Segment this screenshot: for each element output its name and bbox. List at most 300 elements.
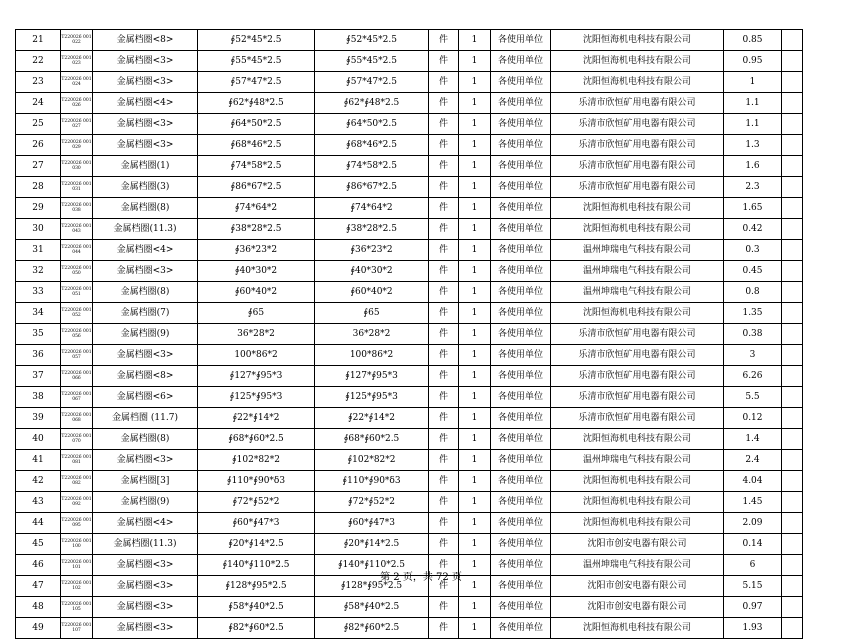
unit-price-cell: 1.1 bbox=[724, 93, 782, 114]
material-code-cell: T220026 001029 bbox=[61, 135, 93, 156]
specification-cell: ∮140*∮110*2.5 bbox=[198, 555, 315, 576]
using-department-cell: 各使用单位 bbox=[491, 261, 551, 282]
material-code-cell: T220026 001092 bbox=[61, 492, 93, 513]
material-name-cell: 金属档圈<4> bbox=[93, 240, 198, 261]
unit-cell: 件 bbox=[429, 51, 459, 72]
material-name-cell: 金属档圈(8) bbox=[93, 429, 198, 450]
row-number-cell: 40 bbox=[16, 429, 61, 450]
remark-cell bbox=[782, 303, 803, 324]
remark-cell bbox=[782, 114, 803, 135]
supplier-name-cell: 乐清市欣恒矿用电器有限公司 bbox=[551, 93, 724, 114]
model-number-cell: ∮128*∮95*2.5 bbox=[315, 576, 429, 597]
table-row bbox=[16, 177, 803, 198]
supplier-name-cell: 乐清市欣恒矿用电器有限公司 bbox=[551, 135, 724, 156]
supplier-name-cell: 乐清市欣恒矿用电器有限公司 bbox=[551, 177, 724, 198]
row-number-cell: 47 bbox=[16, 576, 61, 597]
remark-cell bbox=[782, 450, 803, 471]
model-number-cell: ∮52*45*2.5 bbox=[315, 30, 429, 51]
quantity-cell: 1 bbox=[459, 72, 491, 93]
specification-cell: ∮57*47*2.5 bbox=[198, 72, 315, 93]
material-name-cell: 金属档圈<3> bbox=[93, 135, 198, 156]
unit-cell: 件 bbox=[429, 114, 459, 135]
table-row bbox=[16, 198, 803, 219]
unit-price-cell: 2.3 bbox=[724, 177, 782, 198]
specification-cell: ∮60*40*2 bbox=[198, 282, 315, 303]
remark-cell bbox=[782, 198, 803, 219]
table-row bbox=[16, 240, 803, 261]
using-department-cell: 各使用单位 bbox=[491, 492, 551, 513]
remark-cell bbox=[782, 282, 803, 303]
model-number-cell: ∮68*46*2.5 bbox=[315, 135, 429, 156]
specification-cell: ∮40*30*2 bbox=[198, 261, 315, 282]
row-number-cell: 21 bbox=[16, 30, 61, 51]
specification-cell: ∮72*∮52*2 bbox=[198, 492, 315, 513]
table-row bbox=[16, 618, 803, 639]
supplier-name-cell: 沈阳市创安电器有限公司 bbox=[551, 597, 724, 618]
quantity-cell: 1 bbox=[459, 366, 491, 387]
model-number-cell: 100*86*2 bbox=[315, 345, 429, 366]
table-row bbox=[16, 471, 803, 492]
unit-cell: 件 bbox=[429, 324, 459, 345]
model-number-cell: ∮64*50*2.5 bbox=[315, 114, 429, 135]
unit-cell: 件 bbox=[429, 282, 459, 303]
row-number-cell: 46 bbox=[16, 555, 61, 576]
material-name-cell: 金属档圈 (11.7) bbox=[93, 408, 198, 429]
row-number-cell: 43 bbox=[16, 492, 61, 513]
using-department-cell: 各使用单位 bbox=[491, 408, 551, 429]
row-number-cell: 35 bbox=[16, 324, 61, 345]
material-name-cell: 金属档圈<3> bbox=[93, 261, 198, 282]
model-number-cell: ∮57*47*2.5 bbox=[315, 72, 429, 93]
remark-cell bbox=[782, 240, 803, 261]
quantity-cell: 1 bbox=[459, 429, 491, 450]
remark-cell bbox=[782, 51, 803, 72]
row-number-cell: 26 bbox=[16, 135, 61, 156]
supplier-name-cell: 沈阳恒海机电科技有限公司 bbox=[551, 198, 724, 219]
remark-cell bbox=[782, 261, 803, 282]
quantity-cell: 1 bbox=[459, 597, 491, 618]
material-name-cell: 金属档圈[3] bbox=[93, 471, 198, 492]
model-number-cell: ∮74*64*2 bbox=[315, 198, 429, 219]
remark-cell bbox=[782, 177, 803, 198]
table-row bbox=[16, 303, 803, 324]
quantity-cell: 1 bbox=[459, 93, 491, 114]
using-department-cell: 各使用单位 bbox=[491, 93, 551, 114]
material-name-cell: 金属档圈<3> bbox=[93, 51, 198, 72]
specification-cell: 100*86*2 bbox=[198, 345, 315, 366]
remark-cell bbox=[782, 219, 803, 240]
specification-cell: ∮82*∮60*2.5 bbox=[198, 618, 315, 639]
using-department-cell: 各使用单位 bbox=[491, 450, 551, 471]
material-name-cell: 金属档圈<3> bbox=[93, 597, 198, 618]
using-department-cell: 各使用单位 bbox=[491, 345, 551, 366]
material-code-cell: T220026 001026 bbox=[61, 93, 93, 114]
using-department-cell: 各使用单位 bbox=[491, 51, 551, 72]
material-code-cell: T220026 001023 bbox=[61, 51, 93, 72]
material-code-cell: T220026 001066 bbox=[61, 366, 93, 387]
remark-cell bbox=[782, 492, 803, 513]
unit-price-cell: 0.3 bbox=[724, 240, 782, 261]
model-number-cell: ∮125*∮95*3 bbox=[315, 387, 429, 408]
specification-cell: ∮74*64*2 bbox=[198, 198, 315, 219]
unit-price-cell: 1.4 bbox=[724, 429, 782, 450]
quantity-cell: 1 bbox=[459, 261, 491, 282]
unit-price-cell: 2.09 bbox=[724, 513, 782, 534]
table-row bbox=[16, 261, 803, 282]
model-number-cell: ∮40*30*2 bbox=[315, 261, 429, 282]
model-number-cell: ∮86*67*2.5 bbox=[315, 177, 429, 198]
model-number-cell: ∮110*∮90*δ3 bbox=[315, 471, 429, 492]
table-row bbox=[16, 387, 803, 408]
table-body bbox=[16, 30, 803, 639]
material-name-cell: 金属档圈(9) bbox=[93, 492, 198, 513]
unit-cell: 件 bbox=[429, 240, 459, 261]
row-number-cell: 28 bbox=[16, 177, 61, 198]
material-name-cell: 金属档圈(7) bbox=[93, 303, 198, 324]
model-number-cell: ∮82*∮60*2.5 bbox=[315, 618, 429, 639]
quantity-cell: 1 bbox=[459, 156, 491, 177]
remark-cell bbox=[782, 534, 803, 555]
material-name-cell: 金属档圈(11.3) bbox=[93, 534, 198, 555]
supplier-name-cell: 乐清市欣恒矿用电器有限公司 bbox=[551, 156, 724, 177]
quantity-cell: 1 bbox=[459, 618, 491, 639]
specification-cell: ∮60*∮47*3 bbox=[198, 513, 315, 534]
remark-cell bbox=[782, 597, 803, 618]
remark-cell bbox=[782, 72, 803, 93]
table-row bbox=[16, 93, 803, 114]
specification-cell: ∮65 bbox=[198, 303, 315, 324]
quantity-cell: 1 bbox=[459, 345, 491, 366]
material-name-cell: 金属档圈<4> bbox=[93, 93, 198, 114]
quantity-cell: 1 bbox=[459, 51, 491, 72]
table-row bbox=[16, 51, 803, 72]
supplier-name-cell: 温州坤瑞电气科技有限公司 bbox=[551, 261, 724, 282]
material-code-cell: T220026 001038 bbox=[61, 198, 93, 219]
model-number-cell: ∮102*82*2 bbox=[315, 450, 429, 471]
quantity-cell: 1 bbox=[459, 135, 491, 156]
quantity-cell: 1 bbox=[459, 282, 491, 303]
material-code-cell: T220026 001031 bbox=[61, 177, 93, 198]
using-department-cell: 各使用单位 bbox=[491, 387, 551, 408]
model-number-cell: ∮140*∮110*2.5 bbox=[315, 555, 429, 576]
unit-price-cell: 1.93 bbox=[724, 618, 782, 639]
material-code-cell: T220026 001056 bbox=[61, 324, 93, 345]
quantity-cell: 1 bbox=[459, 303, 491, 324]
material-name-cell: 金属档圈<4> bbox=[93, 513, 198, 534]
supplier-name-cell: 沈阳恒海机电科技有限公司 bbox=[551, 51, 724, 72]
remark-cell bbox=[782, 618, 803, 639]
model-number-cell: ∮60*40*2 bbox=[315, 282, 429, 303]
using-department-cell: 各使用单位 bbox=[491, 513, 551, 534]
unit-price-cell: 1.1 bbox=[724, 114, 782, 135]
unit-price-cell: 0.85 bbox=[724, 30, 782, 51]
unit-price-cell: 0.12 bbox=[724, 408, 782, 429]
material-name-cell: 金属档圈<3> bbox=[93, 450, 198, 471]
quantity-cell: 1 bbox=[459, 471, 491, 492]
specification-cell: ∮64*50*2.5 bbox=[198, 114, 315, 135]
table-row bbox=[16, 597, 803, 618]
using-department-cell: 各使用单位 bbox=[491, 156, 551, 177]
unit-cell: 件 bbox=[429, 576, 459, 597]
row-number-cell: 38 bbox=[16, 387, 61, 408]
material-code-cell: T220026 001043 bbox=[61, 219, 93, 240]
unit-price-cell: 5.15 bbox=[724, 576, 782, 597]
unit-cell: 件 bbox=[429, 555, 459, 576]
specification-cell: ∮58*∮40*2.5 bbox=[198, 597, 315, 618]
material-code-cell: T220026 001101 bbox=[61, 555, 93, 576]
table-row bbox=[16, 492, 803, 513]
material-code-cell: T220026 001081 bbox=[61, 450, 93, 471]
remark-cell bbox=[782, 408, 803, 429]
supplier-name-cell: 温州坤瑞电气科技有限公司 bbox=[551, 450, 724, 471]
unit-cell: 件 bbox=[429, 366, 459, 387]
specification-cell: ∮125*∮95*3 bbox=[198, 387, 315, 408]
supplier-name-cell: 乐清市欣恒矿用电器有限公司 bbox=[551, 387, 724, 408]
unit-price-cell: 0.8 bbox=[724, 282, 782, 303]
supplier-name-cell: 温州坤瑞电气科技有限公司 bbox=[551, 282, 724, 303]
specification-cell: ∮36*23*2 bbox=[198, 240, 315, 261]
unit-price-cell: 1.65 bbox=[724, 198, 782, 219]
row-number-cell: 37 bbox=[16, 366, 61, 387]
supplier-name-cell: 沈阳恒海机电科技有限公司 bbox=[551, 471, 724, 492]
material-code-cell: T220026 001068 bbox=[61, 408, 93, 429]
unit-price-cell: 2.4 bbox=[724, 450, 782, 471]
specification-cell: ∮38*28*2.5 bbox=[198, 219, 315, 240]
material-name-cell: 金属档圈<8> bbox=[93, 366, 198, 387]
specification-cell: ∮74*58*2.5 bbox=[198, 156, 315, 177]
unit-cell: 件 bbox=[429, 303, 459, 324]
material-name-cell: 金属档圈<3> bbox=[93, 618, 198, 639]
material-code-cell: T220026 001044 bbox=[61, 240, 93, 261]
unit-price-cell: 6 bbox=[724, 555, 782, 576]
material-code-cell: T220026 001050 bbox=[61, 261, 93, 282]
unit-price-cell: 1 bbox=[724, 72, 782, 93]
using-department-cell: 各使用单位 bbox=[491, 219, 551, 240]
unit-cell: 件 bbox=[429, 450, 459, 471]
unit-price-cell: 4.04 bbox=[724, 471, 782, 492]
using-department-cell: 各使用单位 bbox=[491, 366, 551, 387]
specification-cell: ∮102*82*2 bbox=[198, 450, 315, 471]
supplier-name-cell: 沈阳恒海机电科技有限公司 bbox=[551, 492, 724, 513]
row-number-cell: 44 bbox=[16, 513, 61, 534]
model-number-cell: ∮58*∮40*2.5 bbox=[315, 597, 429, 618]
material-code-cell: T220026 001105 bbox=[61, 597, 93, 618]
quantity-cell: 1 bbox=[459, 387, 491, 408]
unit-cell: 件 bbox=[429, 72, 459, 93]
unit-price-cell: 5.5 bbox=[724, 387, 782, 408]
row-number-cell: 29 bbox=[16, 198, 61, 219]
specification-cell: ∮62*∮48*2.5 bbox=[198, 93, 315, 114]
specification-cell: ∮110*∮90*δ3 bbox=[198, 471, 315, 492]
using-department-cell: 各使用单位 bbox=[491, 429, 551, 450]
row-number-cell: 27 bbox=[16, 156, 61, 177]
unit-price-cell: 0.42 bbox=[724, 219, 782, 240]
unit-cell: 件 bbox=[429, 93, 459, 114]
row-number-cell: 33 bbox=[16, 282, 61, 303]
table-row bbox=[16, 450, 803, 471]
row-number-cell: 24 bbox=[16, 93, 61, 114]
remark-cell bbox=[782, 345, 803, 366]
material-code-cell: T220026 001024 bbox=[61, 72, 93, 93]
unit-price-cell: 0.14 bbox=[724, 534, 782, 555]
quantity-cell: 1 bbox=[459, 576, 491, 597]
table-row bbox=[16, 534, 803, 555]
row-number-cell: 22 bbox=[16, 51, 61, 72]
row-number-cell: 41 bbox=[16, 450, 61, 471]
supplier-name-cell: 沈阳恒海机电科技有限公司 bbox=[551, 72, 724, 93]
model-number-cell: ∮60*∮47*3 bbox=[315, 513, 429, 534]
material-name-cell: 金属档圈<3> bbox=[93, 72, 198, 93]
row-number-cell: 48 bbox=[16, 597, 61, 618]
material-name-cell: 金属档圈(1) bbox=[93, 156, 198, 177]
remark-cell bbox=[782, 471, 803, 492]
model-number-cell: ∮74*58*2.5 bbox=[315, 156, 429, 177]
using-department-cell: 各使用单位 bbox=[491, 30, 551, 51]
unit-cell: 件 bbox=[429, 429, 459, 450]
remark-cell bbox=[782, 387, 803, 408]
supplier-name-cell: 沈阳恒海机电科技有限公司 bbox=[551, 303, 724, 324]
model-number-cell: ∮68*∮60*2.5 bbox=[315, 429, 429, 450]
using-department-cell: 各使用单位 bbox=[491, 177, 551, 198]
specification-cell: ∮86*67*2.5 bbox=[198, 177, 315, 198]
supplier-name-cell: 沈阳恒海机电科技有限公司 bbox=[551, 429, 724, 450]
quantity-cell: 1 bbox=[459, 219, 491, 240]
quantity-cell: 1 bbox=[459, 198, 491, 219]
material-code-cell: T220026 001082 bbox=[61, 471, 93, 492]
quantity-cell: 1 bbox=[459, 177, 491, 198]
row-number-cell: 34 bbox=[16, 303, 61, 324]
quantity-cell: 1 bbox=[459, 408, 491, 429]
specification-cell: 36*28*2 bbox=[198, 324, 315, 345]
quantity-cell: 1 bbox=[459, 534, 491, 555]
material-name-cell: 金属档圈<3> bbox=[93, 114, 198, 135]
remark-cell bbox=[782, 513, 803, 534]
using-department-cell: 各使用单位 bbox=[491, 534, 551, 555]
material-code-cell: T220026 001095 bbox=[61, 513, 93, 534]
specification-cell: ∮22*∮14*2 bbox=[198, 408, 315, 429]
table-row bbox=[16, 429, 803, 450]
model-number-cell: 36*28*2 bbox=[315, 324, 429, 345]
unit-cell: 件 bbox=[429, 408, 459, 429]
using-department-cell: 各使用单位 bbox=[491, 72, 551, 93]
specification-cell: ∮68*46*2.5 bbox=[198, 135, 315, 156]
using-department-cell: 各使用单位 bbox=[491, 303, 551, 324]
material-code-cell: T220026 001057 bbox=[61, 345, 93, 366]
supplier-name-cell: 温州坤瑞电气科技有限公司 bbox=[551, 555, 724, 576]
model-number-cell: ∮72*∮52*2 bbox=[315, 492, 429, 513]
quantity-cell: 1 bbox=[459, 492, 491, 513]
page-footer: 第 2 页，共 72 页 bbox=[380, 572, 462, 583]
row-number-cell: 49 bbox=[16, 618, 61, 639]
row-number-cell: 31 bbox=[16, 240, 61, 261]
row-number-cell: 25 bbox=[16, 114, 61, 135]
using-department-cell: 各使用单位 bbox=[491, 240, 551, 261]
row-number-cell: 32 bbox=[16, 261, 61, 282]
model-number-cell: ∮127*∮95*3 bbox=[315, 366, 429, 387]
using-department-cell: 各使用单位 bbox=[491, 282, 551, 303]
unit-price-cell: 0.45 bbox=[724, 261, 782, 282]
unit-cell: 件 bbox=[429, 156, 459, 177]
material-name-cell: 金属档圈<3> bbox=[93, 555, 198, 576]
quantity-cell: 1 bbox=[459, 450, 491, 471]
unit-price-cell: 1.3 bbox=[724, 135, 782, 156]
supplier-name-cell: 沈阳市创安电器有限公司 bbox=[551, 534, 724, 555]
unit-cell: 件 bbox=[429, 534, 459, 555]
unit-cell: 件 bbox=[429, 471, 459, 492]
model-number-cell: ∮22*∮14*2 bbox=[315, 408, 429, 429]
price-table bbox=[15, 29, 803, 639]
material-code-cell: T220026 001067 bbox=[61, 387, 93, 408]
table-row bbox=[16, 114, 803, 135]
remark-cell bbox=[782, 93, 803, 114]
material-code-cell: T220026 001027 bbox=[61, 114, 93, 135]
model-number-cell: ∮38*28*2.5 bbox=[315, 219, 429, 240]
specification-cell: ∮127*∮95*3 bbox=[198, 366, 315, 387]
table-row bbox=[16, 282, 803, 303]
using-department-cell: 各使用单位 bbox=[491, 576, 551, 597]
quantity-cell: 1 bbox=[459, 513, 491, 534]
quantity-cell: 1 bbox=[459, 555, 491, 576]
table-row bbox=[16, 72, 803, 93]
using-department-cell: 各使用单位 bbox=[491, 597, 551, 618]
unit-cell: 件 bbox=[429, 261, 459, 282]
using-department-cell: 各使用单位 bbox=[491, 324, 551, 345]
unit-price-cell: 1.35 bbox=[724, 303, 782, 324]
table-row bbox=[16, 513, 803, 534]
material-code-cell: T220026 001030 bbox=[61, 156, 93, 177]
material-name-cell: 金属档圈<8> bbox=[93, 30, 198, 51]
unit-cell: 件 bbox=[429, 345, 459, 366]
material-name-cell: 金属档圈(9) bbox=[93, 324, 198, 345]
material-name-cell: 金属档圈(3) bbox=[93, 177, 198, 198]
row-number-cell: 30 bbox=[16, 219, 61, 240]
quantity-cell: 1 bbox=[459, 30, 491, 51]
table-row bbox=[16, 366, 803, 387]
material-code-cell: T220026 001070 bbox=[61, 429, 93, 450]
remark-cell bbox=[782, 135, 803, 156]
unit-cell: 件 bbox=[429, 513, 459, 534]
model-number-cell: ∮62*∮48*2.5 bbox=[315, 93, 429, 114]
supplier-name-cell: 温州坤瑞电气科技有限公司 bbox=[551, 240, 724, 261]
row-number-cell: 23 bbox=[16, 72, 61, 93]
specification-cell: ∮128*∮95*2.5 bbox=[198, 576, 315, 597]
material-name-cell: 金属档圈(8) bbox=[93, 282, 198, 303]
material-name-cell: 金属档圈(11.3) bbox=[93, 219, 198, 240]
supplier-name-cell: 沈阳恒海机电科技有限公司 bbox=[551, 513, 724, 534]
material-name-cell: 金属档圈<3> bbox=[93, 576, 198, 597]
unit-cell: 件 bbox=[429, 30, 459, 51]
unit-cell: 件 bbox=[429, 597, 459, 618]
using-department-cell: 各使用单位 bbox=[491, 555, 551, 576]
supplier-name-cell: 沈阳恒海机电科技有限公司 bbox=[551, 30, 724, 51]
remark-cell bbox=[782, 324, 803, 345]
specification-cell: ∮55*45*2.5 bbox=[198, 51, 315, 72]
unit-price-cell: 1.45 bbox=[724, 492, 782, 513]
supplier-name-cell: 乐清市欣恒矿用电器有限公司 bbox=[551, 345, 724, 366]
specification-cell: ∮52*45*2.5 bbox=[198, 30, 315, 51]
quantity-cell: 1 bbox=[459, 114, 491, 135]
remark-cell bbox=[782, 156, 803, 177]
material-code-cell: T220026 001102 bbox=[61, 576, 93, 597]
material-code-cell: T220026 001051 bbox=[61, 282, 93, 303]
unit-cell: 件 bbox=[429, 135, 459, 156]
supplier-name-cell: 乐清市欣恒矿用电器有限公司 bbox=[551, 324, 724, 345]
model-number-cell: ∮65 bbox=[315, 303, 429, 324]
quantity-cell: 1 bbox=[459, 240, 491, 261]
unit-price-cell: 0.95 bbox=[724, 51, 782, 72]
row-number-cell: 42 bbox=[16, 471, 61, 492]
unit-cell: 件 bbox=[429, 492, 459, 513]
